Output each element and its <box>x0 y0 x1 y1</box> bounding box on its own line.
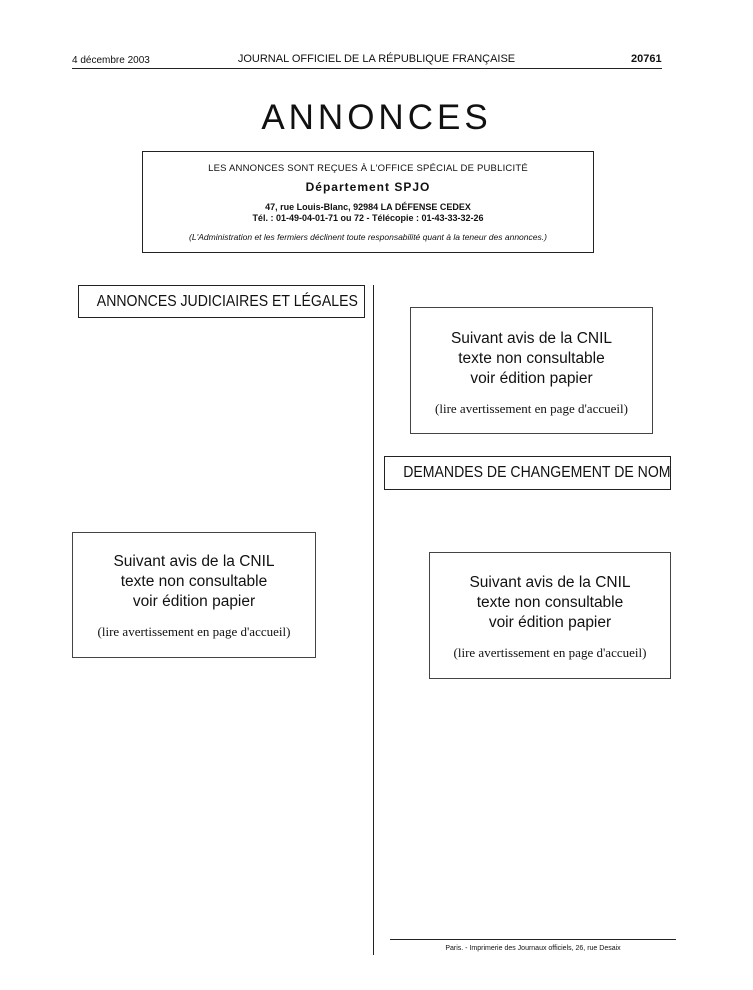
cnil-line1: Suivant avis de la CNIL <box>450 330 613 347</box>
cnil-note: (lire avertissement en page d'accueil) <box>453 645 647 660</box>
cnil-line3: voir édition papier <box>132 593 256 610</box>
column-divider <box>373 285 374 955</box>
cnil-line2: texte non consultable <box>458 350 605 367</box>
cnil-note: (lire avertissement en page d'accueil) <box>435 401 628 416</box>
section-heading-changement-nom-text: DEMANDES DE CHANGEMENT DE NOM <box>403 464 671 481</box>
cnil-line2: texte non consultable <box>120 573 268 590</box>
cnil-line3: voir édition papier <box>488 614 612 631</box>
office-intro: LES ANNONCES SONT REÇUES À L'OFFICE SPÉCIAL DE PUBLICITÉ <box>208 163 528 174</box>
section-heading-changement-nom <box>384 456 671 490</box>
cnil-note: (lire avertissement en page d'accueil) <box>97 624 291 639</box>
cnil-notice-box <box>72 532 316 658</box>
cnil-line2: texte non consultable <box>476 594 624 611</box>
office-phone: Tél. : 01-49-04-01-71 ou 72 - Télécopie : 01-43-33-32-26 <box>252 213 484 223</box>
page-title: ANNONCES <box>261 98 492 137</box>
cnil-notice-box <box>410 307 653 434</box>
cnil-line3: voir édition papier <box>470 370 593 387</box>
journal-title: JOURNAL OFFICIEL DE LA RÉPUBLIQUE FRANÇAISE <box>237 53 516 65</box>
cnil-notice-box <box>429 552 671 679</box>
header-date: 4 décembre 2003 <box>72 55 150 66</box>
page-number: 20761 <box>631 53 662 65</box>
office-department: Département SPJO <box>305 180 431 194</box>
office-info-box <box>142 151 594 253</box>
cnil-line1: Suivant avis de la CNIL <box>469 574 631 591</box>
office-address: 47, rue Louis-Blanc, 92984 LA DÉFENSE CEDEX <box>265 202 471 212</box>
cnil-line1: Suivant avis de la CNIL <box>113 553 275 570</box>
section-heading-judiciaires <box>78 285 365 318</box>
footer-printer: Paris. - Imprimerie des Journaux officiels, 26, rue Desaix <box>445 945 621 952</box>
section-heading-judiciaires-text: ANNONCES JUDICIAIRES ET LÉGALES <box>96 293 358 310</box>
footer-rule <box>390 939 676 940</box>
header-rule <box>72 68 662 69</box>
office-disclaimer: (L'Administration et les fermiers déclinent toute responsabilité quant à la teneur des annonces.) <box>189 232 547 242</box>
